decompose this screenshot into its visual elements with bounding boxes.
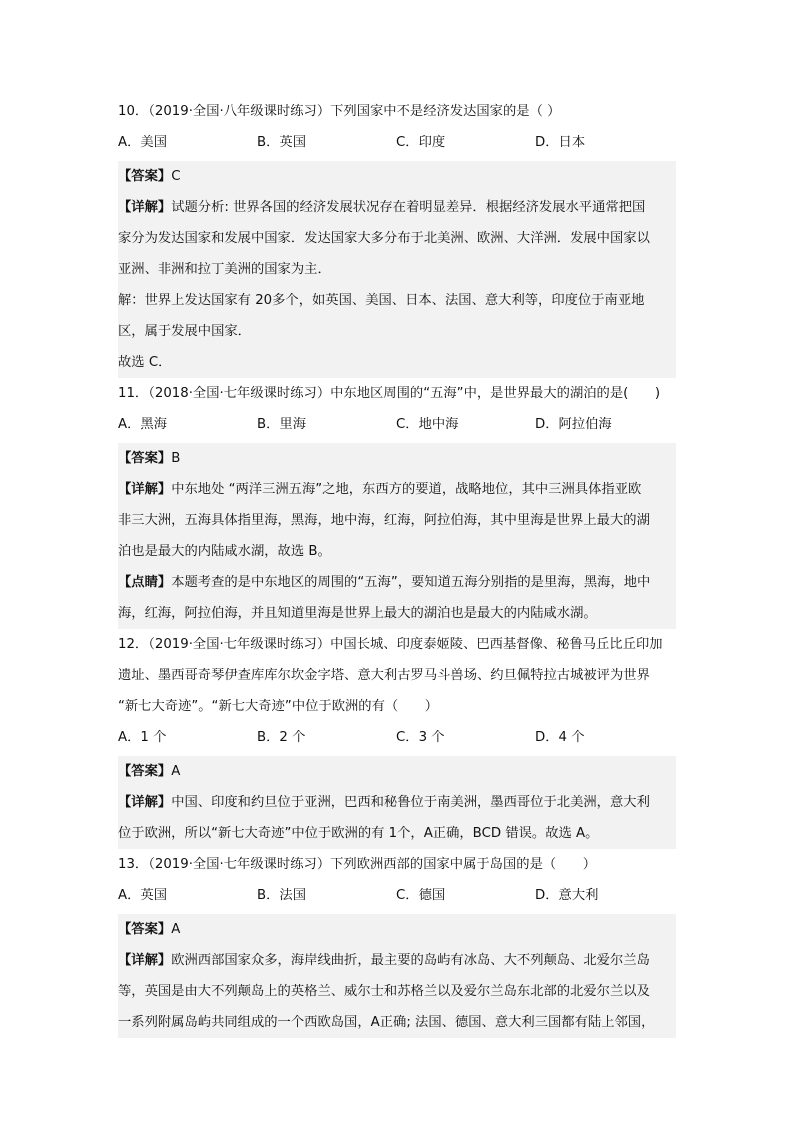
detail-line: 非三大洲，五海具体指里海，黑海，地中海，红海，阿拉伯海，其中里海是世界上最大的湖 (118, 513, 650, 528)
detail-line: 【详解】欧洲西部国家众多，海岸线曲折，最主要的岛屿有冰岛、大不列颠岛、北爱尔兰岛 (118, 953, 650, 968)
option-c: C．德国 (396, 888, 446, 903)
option-b: B．法国 (257, 888, 307, 903)
answer-tag: 【答案】 (118, 764, 172, 779)
answer-line (118, 161, 676, 192)
options-row (118, 722, 676, 753)
option-b: B．2 个 (257, 730, 306, 745)
option-d: D．阿拉伯海 (535, 417, 612, 432)
answer-tag: 【答案】 (118, 169, 172, 184)
option-a: A．1 个 (118, 730, 167, 745)
detail-tag: 【详解】 (118, 482, 172, 497)
detail-line: 区，属于发展中国家． (118, 324, 251, 339)
detail-tag: 【详解】 (118, 200, 172, 215)
detail-line: 故选 C． (118, 355, 172, 370)
option-c: C．印度 (396, 135, 446, 150)
detail-line: 【详解】中东地处 “两洋三洲五海”之地，东西方的要道，战略地位，其中三洲具体指亚欧 (118, 482, 642, 497)
question-13 (118, 849, 676, 1038)
answer-value: B (171, 451, 181, 466)
question-stem: 遗址、墨西哥奇琴伊查库库尔坎金字塔、意大利古罗马斗兽场、约旦佩特拉古城被评为世界 (118, 668, 650, 683)
detail-line: 泊也是最大的内陆咸水湖，故选 B。 (118, 544, 331, 559)
option-a: A．英国 (118, 888, 167, 903)
document-page (118, 96, 676, 1038)
question-stem: 10．（2019·全国·八年级课时练习）下列国家中不是经济发达国家的是（ ） (118, 104, 561, 119)
question-12 (118, 629, 676, 849)
option-c: C．3 个 (396, 730, 445, 745)
option-a: A．黑海 (118, 417, 167, 432)
detail-line: 等，英国是由大不列颠岛上的英格兰、威尔士和苏格兰以及爱尔兰岛东北部的北爱尔兰以及 (118, 984, 650, 999)
option-d: D．日本 (535, 135, 586, 150)
answer-value: C (171, 169, 181, 184)
option-b: B．里海 (257, 417, 307, 432)
detail-line: 位于欧洲，所以“新七大奇迹”中位于欧洲的有 1个，A正确，BCD 错误。故选 A。 (118, 826, 599, 841)
answer-block (118, 443, 676, 629)
detail-line: 解：世界上发达国家有 20多个，如英国、美国、日本、法国、意大利等，印度位于南亚地 (118, 293, 645, 308)
question-stem: 12．（2019·全国·七年级课时练习）中国长城、印度泰姬陵、巴西基督像、秘鲁马丘比丘印加 (118, 637, 663, 652)
answer-value: A (171, 764, 181, 779)
detail-line: 家分为发达国家和发展中国家．发达国家大多分布于北美洲、欧洲、大洋洲．发展中国家以 (118, 231, 650, 246)
question-stem: 11．（2018·全国·七年级课时练习）中东地区周围的“五海”中，是世界最大的湖泊的是( ) (118, 386, 661, 401)
question-stem: 13．（2019·全国·七年级课时练习）下列欧洲西部的国家中属于岛国的是（ ） (118, 857, 597, 872)
detail-line: 一系列附属岛屿共同组成的一个西欧岛国，A正确; 法国、德国、意大利三国都有陆上邻国， (118, 1015, 655, 1030)
question-10 (118, 96, 676, 378)
option-c: C．地中海 (396, 417, 459, 432)
question-stem: “新七大奇迹”。“新七大奇迹”中位于欧洲的有（ ） (118, 699, 439, 714)
answer-block (118, 756, 676, 849)
comment-tag: 【点睛】 (118, 575, 172, 590)
answer-line (118, 443, 676, 474)
option-d: D．4 个 (535, 730, 585, 745)
question-11 (118, 378, 676, 629)
detail-tag: 【详解】 (118, 795, 172, 810)
detail-tag: 【详解】 (118, 953, 172, 968)
comment-line: 海，红海，阿拉伯海，并且知道里海是世界上最大的湖泊也是最大的内陆咸水湖。 (118, 606, 597, 621)
option-d: D．意大利 (535, 888, 599, 903)
answer-value: A (171, 922, 181, 937)
answer-block (118, 161, 676, 378)
option-a: A．美国 (118, 135, 167, 150)
answer-tag: 【答案】 (118, 922, 172, 937)
options-row (118, 409, 676, 440)
answer-line (118, 914, 676, 945)
detail-line: 【详解】中国、印度和约旦位于亚洲，巴西和秘鲁位于南美洲，墨西哥位于北美洲，意大利 (118, 795, 650, 810)
options-row (118, 127, 676, 158)
answer-line (118, 756, 676, 787)
comment-line: 【点睛】本题考查的是中东地区的周围的“五海”，要知道五海分别指的是里海，黑海，地中 (118, 575, 651, 590)
option-b: B．英国 (257, 135, 307, 150)
detail-line: 亚洲、非洲和拉丁美洲的国家为主． (118, 262, 331, 277)
answer-tag: 【答案】 (118, 451, 172, 466)
detail-line: 【详解】试题分析: 世界各国的经济发展状况存在着明显差异．根据经济发展水平通常把国 (118, 200, 646, 215)
answer-block (118, 914, 676, 1038)
options-row (118, 880, 676, 911)
